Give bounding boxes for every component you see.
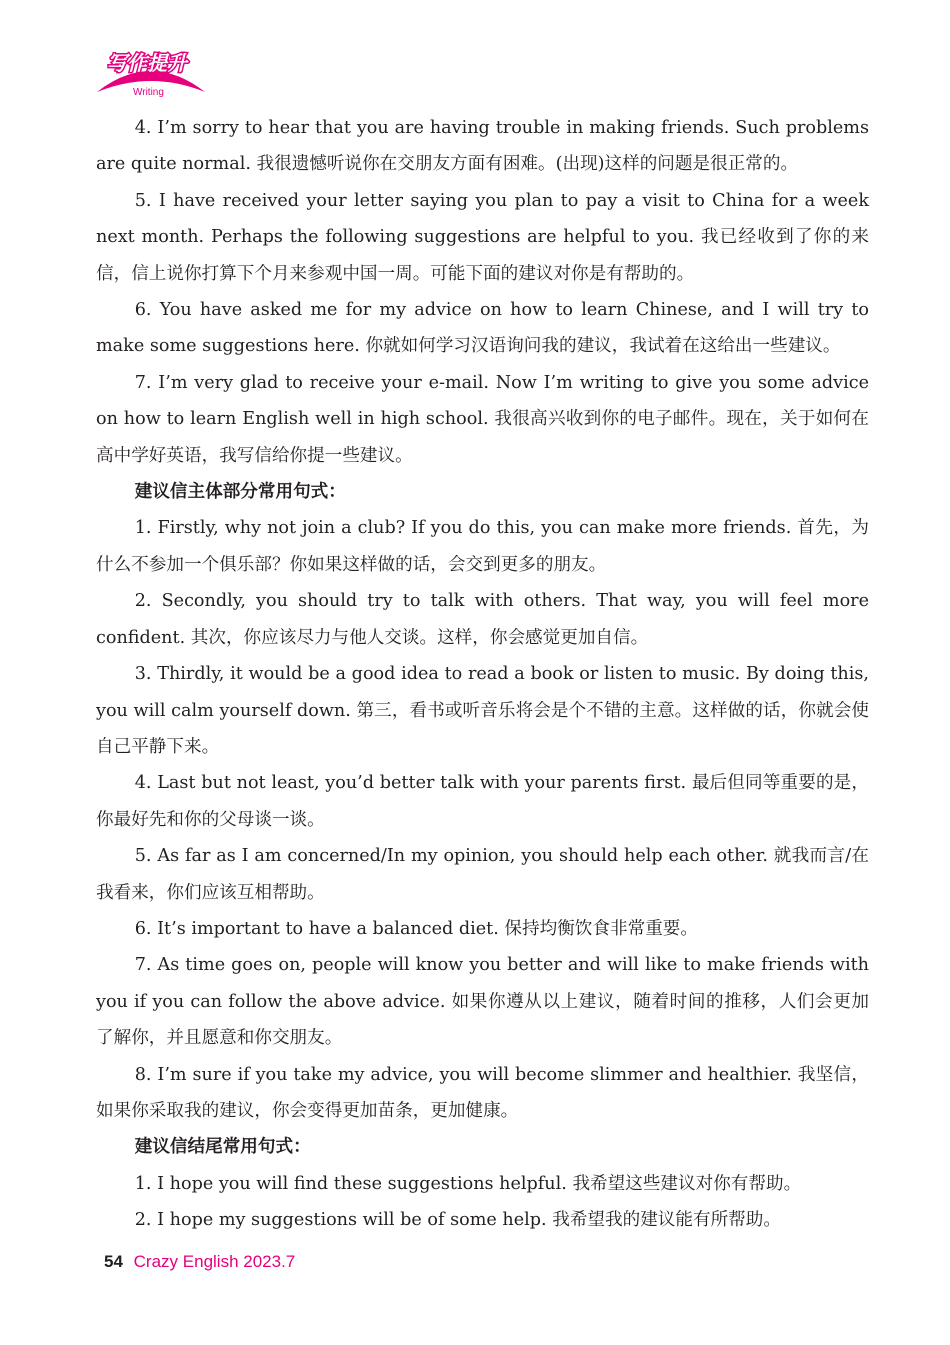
opening-sentence-4: 4. I’m sorry to hear that you are having trouble in making friends. Such problems are quite normal. 我很遗憾听说你在交朋友方面有困难。(出现)这样的问题是很正常的。	[96, 118, 869, 175]
ending-sentence-2: 2. I hope my suggestions will be of some help. 我希望我的建议能有所帮助。	[134, 1210, 781, 1231]
body-sentence-3: 3. Thirdly, it would be a good idea to read a book or listen to music. By doing this, you will calm yourself down. 第三，看书或听音乐将会是个不错的主意。这样做的话，你就会使自己平静下来。	[96, 664, 869, 757]
opening-sentence-6: 6. You have asked me for my advice on how to learn Chinese, and I will try to make some suggestions here. 你就如何学习汉语询问我的建议，我试着在这给出一些建议。	[96, 300, 869, 357]
article-body	[96, 110, 869, 1239]
magazine-issue: Crazy English 2023.7	[133, 1252, 296, 1271]
ending-section-heading: 建议信结尾常用句式：	[134, 1136, 311, 1158]
body-sentence-4: 4. Last but not least, you’d better talk with your parents first. 最后但同等重要的是，你最好先和你的父母谈一谈。	[96, 773, 869, 830]
body-sentence-7: 7. As time goes on, people will know you better and will like to make friends with you if you can follow the above advice. 如果你遵从以上建议，随着时间的推移，人们会更加了解你，并且愿意和你交朋友。	[96, 955, 869, 1049]
body-sentence-1: 1. Firstly, why not join a club? If you do this, you can make more friends. 首先，为什么不参加一个俱乐部？你如果这样做的话，会交到更多的朋友。	[96, 518, 869, 575]
body-sentence-5: 5. As far as I am concerned/In my opinion, you should help each other. 就我而言/在我看来，你们应该互相帮助。	[96, 846, 869, 903]
page-footer	[104, 1250, 295, 1274]
ending-sentence-1: 1. I hope you will find these suggestions helpful. 我希望这些建议对你有帮助。	[134, 1173, 802, 1194]
body-sentence-2: 2. Secondly, you should try to talk with others. That way, you will feel more confident. 其次，你应该尽力与他人交谈。这样，你会感觉更加自信。	[96, 591, 869, 648]
body-sentence-6: 6. It’s important to have a balanced diet. 保持均衡饮食非常重要。	[134, 918, 698, 939]
page-number: 54	[104, 1252, 123, 1271]
section-logo	[95, 40, 207, 98]
body-sentence-8: 8. I’m sure if you take my advice, you will become slimmer and healthier. 我坚信，如果你采取我的建议，你会变得更加苗条，更加健康。	[96, 1064, 869, 1121]
section-logo-graphic	[95, 40, 207, 98]
opening-sentence-7: 7. I’m very glad to receive your e-mail. Now I’m writing to give you some advice on how to learn English well in high school. 我很高兴收到你的电子邮件。现在，关于如何在高中学好英语，我写信给你提一些建议。	[96, 372, 869, 466]
opening-sentence-5: 5. I have received your letter saying you plan to pay a visit to China for a week next month. Perhaps the following suggestions are helpful to you. 我已经收到了你的来信，信上说你打算下个月来参观中国一周。可能下面的建议对你是有帮助的。	[96, 190, 869, 284]
logo-cn: 写作提升	[107, 51, 187, 75]
logo-en: Writing	[133, 87, 164, 98]
body-section-heading: 建议信主体部分常用句式：	[134, 481, 346, 503]
